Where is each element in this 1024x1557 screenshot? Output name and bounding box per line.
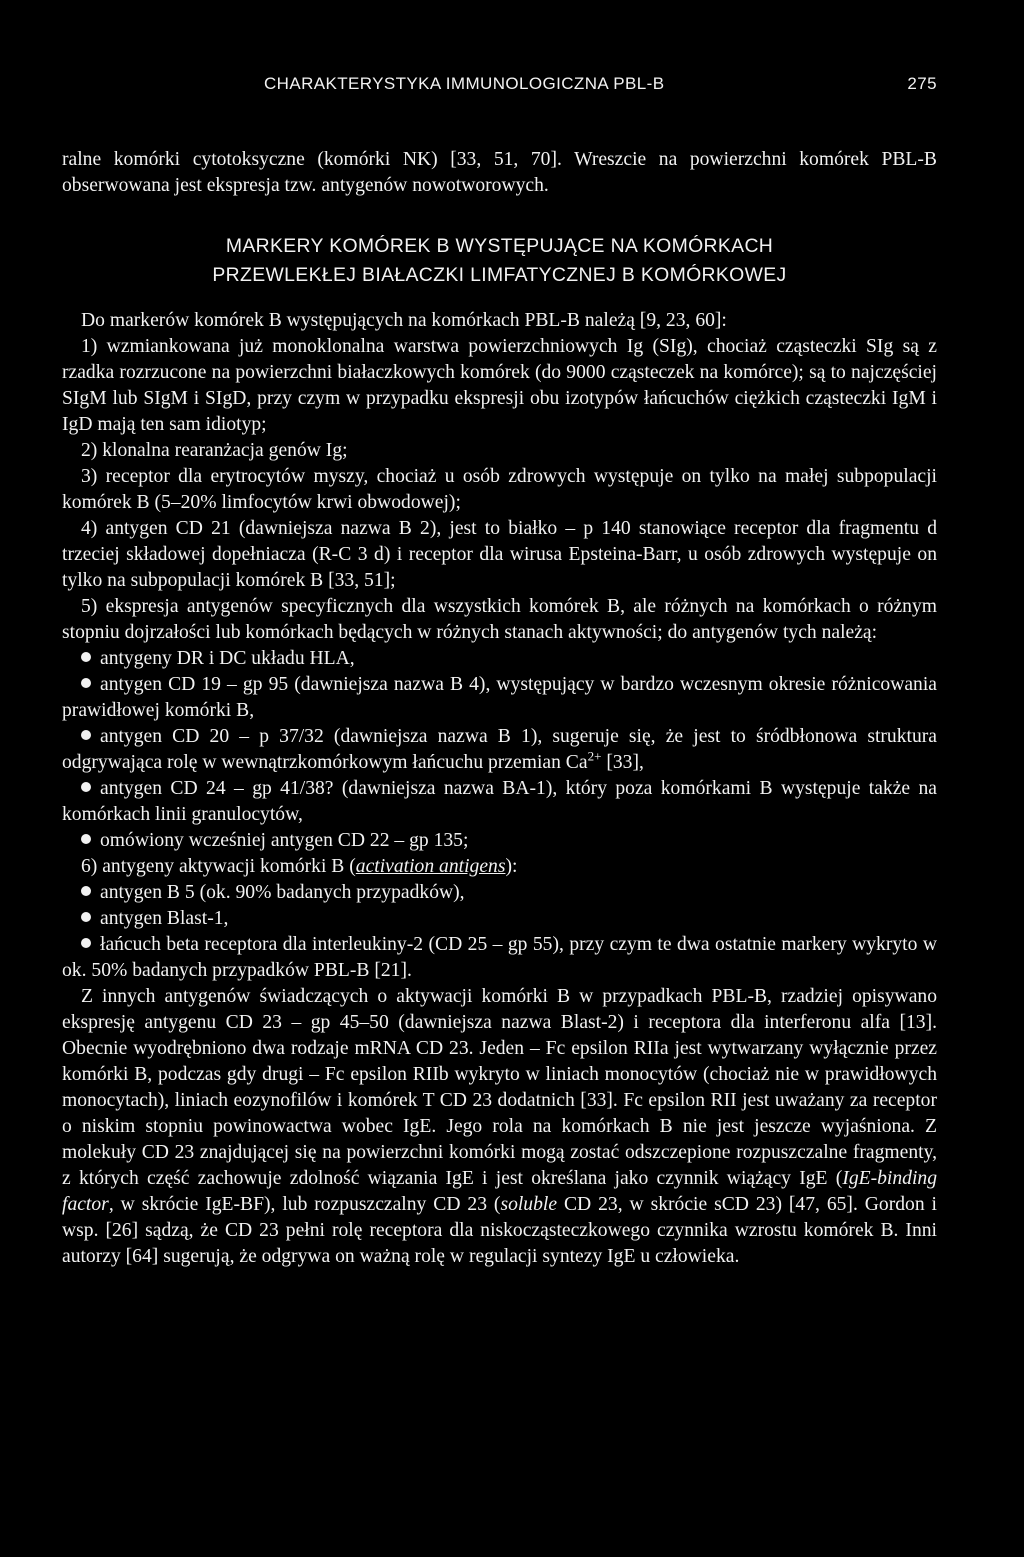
ca-superscript: 2+ xyxy=(587,748,602,764)
bullet-item xyxy=(62,646,937,672)
item6-suffix: ): xyxy=(505,856,518,877)
bullet-text: antygen Blast-1, xyxy=(100,908,229,929)
bullet-item xyxy=(62,724,937,776)
ca-reference: [33], xyxy=(601,752,644,773)
bullet-text: antygen CD 24 – gp 41/38? (dawniejsza nazwa BA-1), który poza komórkami B występuje także na komórkach linii granulocytów, xyxy=(62,778,937,825)
intro-paragraph: ralne komórki cytotoksyczne (komórki NK) [33, 51, 70]. Wreszcie na powierzchni komórek PBL-B obserwowana jest ekspresja tzw. antygenów nowotworowych. xyxy=(62,149,937,196)
bullet-icon xyxy=(81,912,91,922)
final-text-3: CD 23, w skrócie sCD 23) [47, 65]. Gordon i wsp. [26] sądzą, że CD 23 pełni rolę receptora dla niskocząsteczkowego czynnika wzrostu komórek B. Inni autorzy [64] sugerują, że odgrywa on ważną rolę w regulacji syntezy IgE u człowieka. xyxy=(62,1194,937,1267)
list-item-1: 1) wzmiankowana już monoklonalna warstwa powierzchniowych Ig (SIg), chociaż cząsteczki SIg są z rzadka rozrzucone na powierzchni białaczkowych komórek (do 9000 cząsteczek na komórce); są to najczęściej SIgM lub SIgM i SIgD, przy czym w przypadku ekspresji obu izotypów łańcuchów ciężkich cząsteczki IgM i IgD mają ten sam idiotyp; xyxy=(62,336,937,435)
bullet-icon xyxy=(81,782,91,792)
bullet-item xyxy=(62,906,937,932)
bullet-text: omówiony wcześniej antygen CD 22 – gp 135; xyxy=(100,830,469,851)
lead-paragraph: Do markerów komórek B występujących na komórkach PBL-B należą [9, 23, 60]: xyxy=(81,310,727,331)
bullet-item xyxy=(62,828,937,854)
running-head-title: CHARAKTERYSTYKA IMMUNOLOGICZNA PBL-B xyxy=(264,74,665,93)
item6-prefix: 6) antygeny aktywacji komórki B ( xyxy=(81,856,356,877)
intro-block xyxy=(62,147,937,199)
final-text-1: Z innych antygenów świadczących o aktywacji komórki B w przypadkach PBL-B, rzadziej opisywano ekspresję antygenu CD 23 – gp 45–50 (dawniejsza nazwa Blast-2) i receptora dla interferonu alfa [13]. Obecnie wyodrębniono dwa rodzaje mRNA CD 23. Jeden – Fc epsilon RIIa jest wytwarzany wyłącznie przez komórki B, podczas gdy drugi – Fc epsilon RIIb wykryto w liniach monocytów (chociaż nie w prawidłowych monocytach), liniach eozynofilów i komórek T CD 23 dodatnich [33]. Fc epsilon RII jest uważany za receptor o niskim stopniu powinowactwa wobec IgE. Jego rola na komórkach B nie jest jeszcze wyjaśniona. Z molekuły CD 23 znajdującej się na powierzchni komórki mogą zostać odszczepione rozpuszczalne fragmenty, z których część zachowuje zdolność wiązania IgE i jest określana jako czynnik wiążący IgE ( xyxy=(62,986,937,1189)
soluble-italic: soluble xyxy=(500,1194,558,1215)
final-paragraph xyxy=(62,984,937,1270)
bullet-icon xyxy=(81,938,91,948)
bullet-item xyxy=(62,880,937,906)
running-head xyxy=(62,74,937,98)
bullet-icon xyxy=(81,886,91,896)
item6-italic: activation antigens xyxy=(355,856,506,877)
bullet-icon xyxy=(81,730,91,740)
bullet-text: antygen CD 19 – gp 95 (dawniejsza nazwa B 4), występujący w bardzo wczesnym okresie różnicowania prawidłowej komórki B, xyxy=(62,674,937,721)
bullet-icon xyxy=(81,652,91,662)
bullet-icon xyxy=(81,834,91,844)
final-text-2: , w skrócie IgE-BF), lub rozpuszczalny CD 23 ( xyxy=(108,1194,501,1215)
bullet-text: antygeny DR i DC układu HLA, xyxy=(100,648,355,669)
bullet-text: łańcuch beta receptora dla interleukiny-2 (CD 25 – gp 55), przy czym te dwa ostatnie markery wykryto w ok. 50% badanych przypadków PBL-B [21]. xyxy=(62,934,937,981)
bullet-text: antygen CD 20 – p 37/32 (dawniejsza nazwa B 1), sugeruje się, że jest to śródbłonowa struktura odgrywająca rolę w wewnątrzkomórkowym łańcuchu przemian Ca xyxy=(62,726,937,773)
section-heading xyxy=(62,232,937,290)
bullet-text: antygen B 5 (ok. 90% badanych przypadków), xyxy=(100,882,465,903)
list-item-3: 3) receptor dla erytrocytów myszy, chociaż u osób zdrowych występuje on tylko na małej subpopulacji komórek B (5–20% limfocytów krwi obwodowej); xyxy=(62,466,937,513)
list-item-6 xyxy=(62,854,937,880)
ige-binding-factor-italic: IgE-binding factor xyxy=(62,1168,937,1215)
list-item-5: 5) ekspresja antygenów specyficznych dla wszystkich komórek B, ale różnych na komórkach o różnym stopniu dojrzałości lub komórkach będących w różnych stanach aktywności; do antygenów tych należą: xyxy=(62,596,937,643)
list-item-4: 4) antygen CD 21 (dawniejsza nazwa B 2), jest to białko – p 140 stanowiące receptor dla fragmentu d trzeciej składowej dopełniacza (R-C 3 d) i receptor dla wirusa Epsteina-Barr, u osób zdrowych występuje on tylko na subpopulacji komórek B [33, 51]; xyxy=(62,518,937,591)
section-heading-line-2: PRZEWLEKŁEJ BIAŁACZKI LIMFATYCZNEJ B KOMÓRKOWEJ xyxy=(212,264,787,286)
section-heading-line-1: MARKERY KOMÓREK B WYSTĘPUJĄCE NA KOMÓRKACH xyxy=(225,235,774,257)
bullet-item xyxy=(62,672,937,724)
bullet-item xyxy=(62,932,937,984)
bullet-item xyxy=(62,776,937,828)
body-text xyxy=(62,308,937,1270)
page-number: 275 xyxy=(907,74,937,93)
list-item-2: 2) klonalna rearanżacja genów Ig; xyxy=(81,440,348,461)
bullet-icon xyxy=(81,678,91,688)
